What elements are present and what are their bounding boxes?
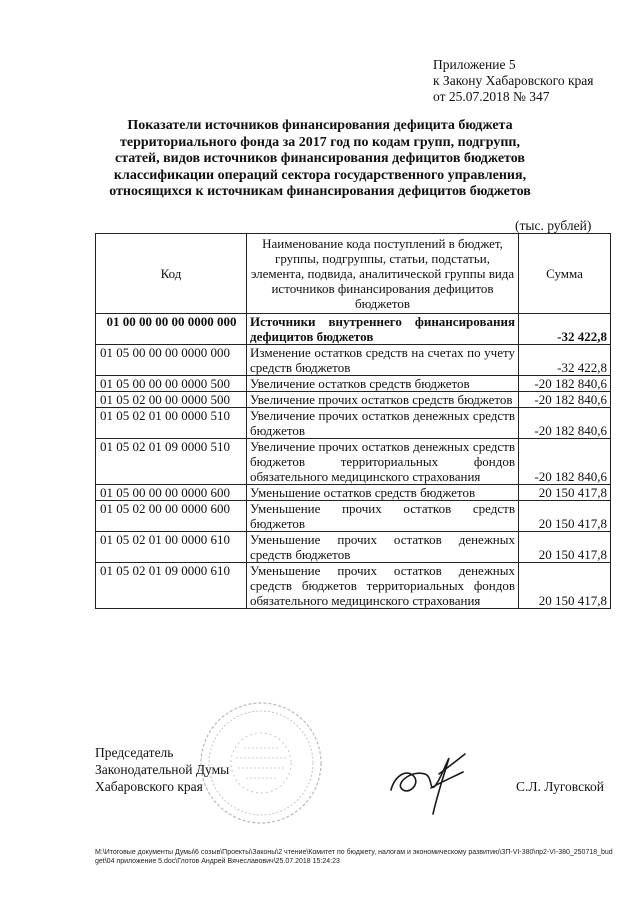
header-name: Наименование кода поступлений в бюджет, группы, подгруппы, статьи, подстатьи, элемента, подвида, аналитической группы вида источников финансирования дефицитов бюджетов xyxy=(247,234,519,314)
row-name: Увеличение прочих остатков денежных средств бюджетов территориальных фондов обязательного медицинского страхования xyxy=(247,439,519,485)
row-code: 01 05 02 01 00 0000 510 xyxy=(96,408,247,439)
row-code: 01 00 00 00 00 0000 000 xyxy=(96,314,247,345)
row-name: Уменьшение прочих остатков средств бюджетов xyxy=(247,501,519,532)
row-name: Уменьшение прочих остатков денежных средств бюджетов территориальных фондов обязательного медицинского страхования xyxy=(247,563,519,609)
row-code: 01 05 02 01 09 0000 510 xyxy=(96,439,247,485)
row-name: Уменьшение прочих остатков денежных средств бюджетов xyxy=(247,532,519,563)
row-name: Увеличение остатков средств бюджетов xyxy=(247,376,519,392)
row-amount: 20 150 417,8 xyxy=(519,501,611,532)
row-amount: 20 150 417,8 xyxy=(519,532,611,563)
row-amount: -20 182 840,6 xyxy=(519,408,611,439)
row-name: Увеличение прочих остатков денежных средств бюджетов xyxy=(247,408,519,439)
row-code: 01 05 00 00 00 0000 500 xyxy=(96,376,247,392)
chairman-body: Законодательной Думы xyxy=(95,762,230,777)
chairman-block xyxy=(95,744,229,795)
file-path-footer: М:\Итоговые документы Думы\6 созыв\Проекты\Законы\2 чтение\Комитет по бюджету, налогам и экономическому развитию\ЗП-VI-380\пр2-VI-380_250718_budget\04 приложение 5.doc\Глотов Андрей Вячеславович\25.07.2018 15:24:23 xyxy=(95,849,613,865)
table-header-row xyxy=(96,234,611,314)
header-code: Код xyxy=(96,234,247,314)
appendix-date: от 25.07.2018 № 347 xyxy=(433,89,550,104)
row-amount: 20 150 417,8 xyxy=(519,485,611,501)
appendix-block xyxy=(433,57,628,105)
header-amount: Сумма xyxy=(519,234,611,314)
table-row xyxy=(96,485,611,501)
row-amount: -20 182 840,6 xyxy=(519,439,611,485)
sources-table xyxy=(95,233,611,609)
row-name: Увеличение прочих остатков средств бюджетов xyxy=(247,392,519,408)
handwritten-signature-icon xyxy=(385,748,475,820)
row-code: 01 05 02 01 09 0000 610 xyxy=(96,563,247,609)
table-row xyxy=(96,392,611,408)
table-row xyxy=(96,501,611,532)
row-amount: -20 182 840,6 xyxy=(519,392,611,408)
table-row xyxy=(96,532,611,563)
appendix-number: Приложение 5 xyxy=(433,57,516,72)
row-amount: -20 182 840,6 xyxy=(519,376,611,392)
table-row xyxy=(96,439,611,485)
row-amount: 20 150 417,8 xyxy=(519,563,611,609)
table-row xyxy=(96,376,611,392)
row-code: 01 05 02 00 00 0000 600 xyxy=(96,501,247,532)
table-row xyxy=(96,563,611,609)
document-title: Показатели источников финансирования дефицита бюджета территориального фонда за 2017 год по кодам групп, подгрупп, статей, видов источников финансирования дефицитов бюджетов классификации операций сектора государственного управления, относящихся к источникам финансирования дефицитов бюджетов xyxy=(109,118,531,199)
row-name: Источники внутреннего финансирования дефицитов бюджетов xyxy=(247,314,519,345)
table-row xyxy=(96,408,611,439)
units-label: (тыс. рублей) xyxy=(515,218,592,233)
table-row xyxy=(96,314,611,345)
appendix-law: к Закону Хабаровского края xyxy=(433,73,594,88)
chairman-region: Хабаровского края xyxy=(95,779,203,794)
row-code: 01 05 02 01 00 0000 610 xyxy=(96,532,247,563)
row-code: 01 05 02 00 00 0000 500 xyxy=(96,392,247,408)
row-code: 01 05 00 00 00 0000 000 xyxy=(96,345,247,376)
row-name: Изменение остатков средств на счетах по учету средств бюджетов xyxy=(247,345,519,376)
row-amount: -32 422,8 xyxy=(519,314,611,345)
chairman-position: Председатель xyxy=(95,745,174,760)
signatory-name: С.Л. Луговской xyxy=(516,779,604,794)
row-amount: -32 422,8 xyxy=(519,345,611,376)
row-name: Уменьшение остатков средств бюджетов xyxy=(247,485,519,501)
table-row xyxy=(96,345,611,376)
row-code: 01 05 00 00 00 0000 600 xyxy=(96,485,247,501)
